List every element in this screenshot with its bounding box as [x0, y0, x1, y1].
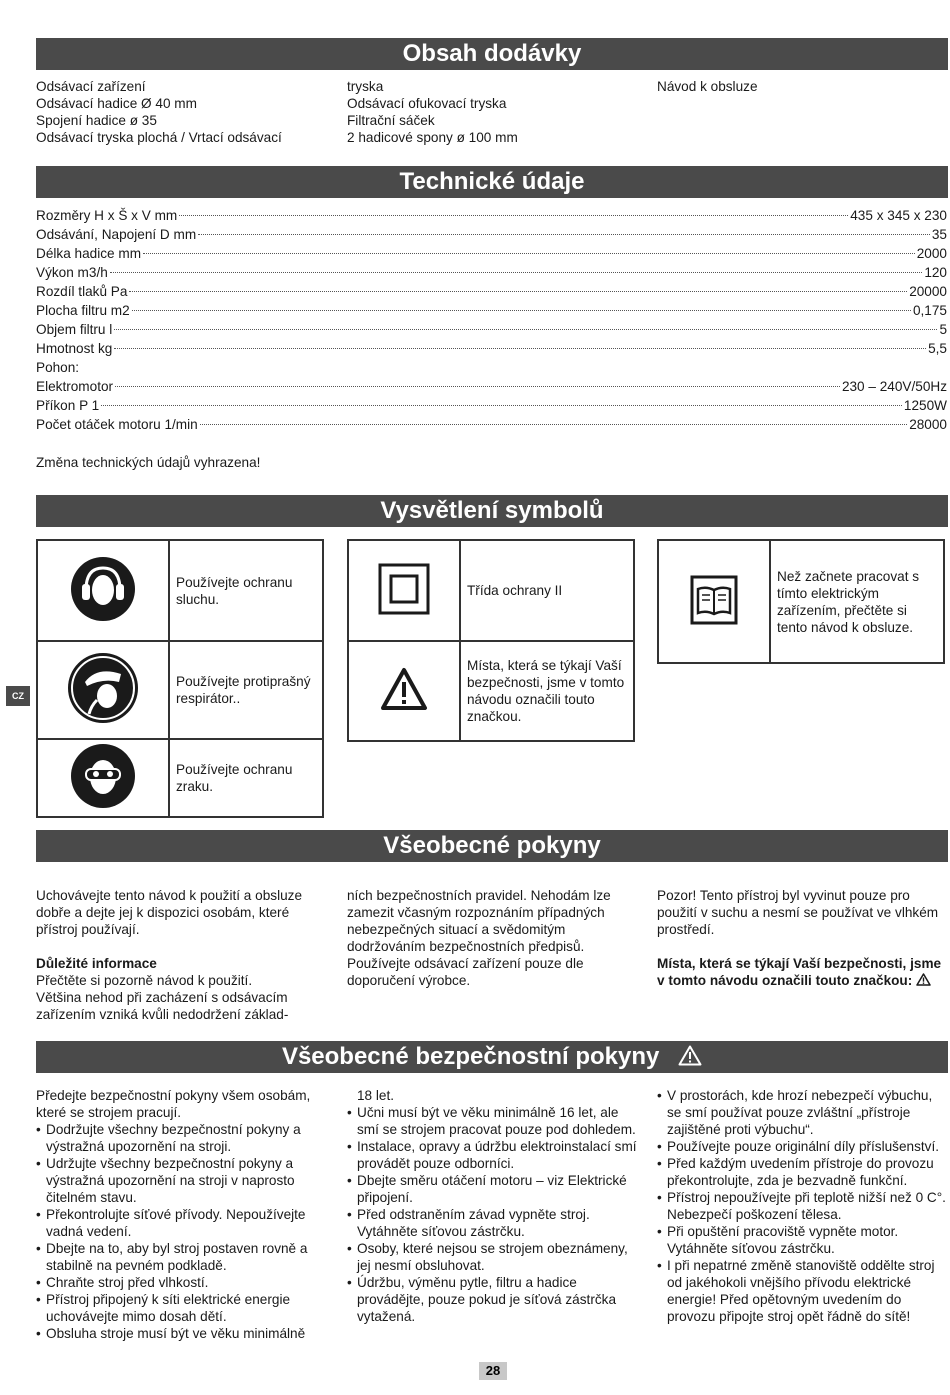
spec-row: Rozměry H x Š x V mm 435 x 345 x 230 — [36, 208, 947, 223]
list-item: • Chraňte stroj před vlhkostí. — [36, 1274, 324, 1291]
list-item: • I při nepatrné změně stanoviště oddělte stroj od jakéhokoli vnějšího přívodu elektrické energie! Před opětovným uvedením do provozu připojte stroj opět řádně do sítě! — [657, 1257, 949, 1325]
section-heading-symbols: Vysvětlení symbolů — [36, 495, 948, 527]
tech-spec-list — [36, 206, 947, 434]
list-item: • Před každým uvedením přístroje do provozu překontrolujte, zda je bezvadně funkční. — [657, 1155, 949, 1189]
list-item: • Osoby, které nejsou se strojem obeznámeny, jej nesmí obsluhovat. — [347, 1240, 642, 1274]
important-info-heading: Důležité informace — [36, 956, 157, 971]
section-heading-safety: Všeobecné bezpečnostní pokyny — [36, 1041, 948, 1073]
spec-row: Rozdíl tlaků Pa 20000 — [36, 284, 947, 299]
spec-row: Odsávání, Napojení D mm 35 — [36, 227, 947, 242]
list-item: • Při opuštění pracoviště vypněte motor. Vytáhněte síťovou zástrčku. — [657, 1223, 949, 1257]
tech-note: Změna technických údajů vyhrazena! — [36, 455, 261, 470]
delivery-item: Odsávací ofukovací tryska — [347, 96, 507, 111]
spec-row: Příkon P 1 1250W — [36, 398, 947, 413]
delivery-item: 2 hadicové spony ø 100 mm — [347, 130, 518, 145]
spec-row: Objem filtru l 5 — [36, 322, 947, 337]
list-item: • Dbejte na to, aby byl stroj postaven rovně a stabilně na pevném podkladě. — [36, 1240, 324, 1274]
delivery-item: tryska — [347, 79, 384, 94]
list-item: • V prostorách, kde hrozí nebezpečí výbuchu, se smí používat pouze zvláštní „přístroje zajištěné proti výbuchu“. — [657, 1087, 949, 1138]
list-item: • Před odstraněním závad vypněte stroj. Vytáhněte síťovou zástrčku. — [347, 1206, 642, 1240]
read-manual-icon — [658, 540, 770, 663]
spec-row: Plocha filtru m2 0,175 — [36, 303, 947, 318]
delivery-item: Filtrační sáček — [347, 113, 435, 128]
delivery-col-3 — [657, 78, 947, 95]
language-tab: CZ — [6, 686, 30, 706]
safety-col-1: Předejte bezpečnostní pokyny všem osobám, které se strojem pracují. • Dodržujte všechny bezpečnostní pokyny a výstražná upozornění na stroji. • Udržujte všechny bezpečnostní pokyny a výstražná upozornění na stroji v naprosto čitelném stavu. • Překontrolujte síťové přívody. Nepoužívejte vadná vedení. • Dbejte na to, aby byl stroj postaven rovně a stabilně na pevném podkladě. • Chraňte stroj před vlhkostí. • Přístroj připojený k síti elektrické energie uchovávejte mimo dosah dětí. • Obsluha stroje musí být ve věku minimálně — [36, 1087, 324, 1342]
general-col-3: Pozor! Tento přístroj byl vyvinut pouze pro použití v suchu a nesmí se používat ve vlhkém prostředí. Místa, která se týkají Vaší bezpečnosti, jsme v tomto návodu označili touto značkou: — [657, 888, 942, 988]
delivery-item: Spojení hadice ø 35 — [36, 113, 157, 128]
spec-row: Délka hadice mm 2000 — [36, 246, 947, 261]
safety-col-2: 18 let. • Učni musí být ve věku minimálně 16 let, ale smí se strojem pracovat pouze pod dohledem. • Instalace, opravy a údržbu elektroinstalací smí provádět pouze odborníci. • Dbejte směru otáčení motoru – viz Elektrické připojení. • Před odstraněním závad vypněte stroj. Vytáhněte síťovou zástrčku. • Osoby, které nejsou se strojem obeznámeny, jej nesmí obsluhovat. • Údržbu, výměnu pytle, filtru a hadice provádějte, pouze pokud je síťová zástrčka vytažená. — [347, 1087, 642, 1325]
section-heading-delivery: Obsah dodávky — [36, 38, 948, 70]
protection-class-2-icon — [348, 540, 460, 641]
spec-row: Hmotnost kg 5,5 — [36, 341, 947, 356]
warning-triangle-icon — [348, 641, 460, 741]
warning-triangle-icon — [678, 1045, 702, 1066]
spec-row: Elektromotor 230 – 240V/50Hz — [36, 379, 947, 394]
eye-protection-icon — [37, 739, 169, 817]
page-number: 28 — [479, 1362, 507, 1380]
delivery-item: Odsávací tryska plochá / Vrtací odsávací — [36, 130, 282, 145]
list-item: • Dodržujte všechny bezpečnostní pokyny a výstražná upozornění na stroji. — [36, 1121, 324, 1155]
warning-triangle-icon — [916, 973, 931, 986]
symbol-table-ppe — [36, 539, 324, 818]
spec-row: Výkon m3/h 120 — [36, 265, 947, 280]
ear-protection-text: Používejte ochranu sluchu. — [169, 540, 323, 641]
protection-class-2-text: Třída ochrany II — [460, 540, 634, 641]
delivery-col-2 — [347, 78, 647, 146]
section-heading-general: Všeobecné pokyny — [36, 830, 948, 862]
list-item: • Instalace, opravy a údržbu elektroinstalací smí provádět pouze odborníci. — [347, 1138, 642, 1172]
read-manual-text: Než začnete pracovat s tímto elektrickým zařízením, přečtěte si tento návod k obsluze. — [770, 540, 944, 663]
general-col-1: Uchovávejte tento návod k použití a obsluze dobře a dejte jej k dispozici osobám, které přístroj používají. Důležité informace Přečtěte si pozorně návod k použití. Většina nehod při zacházení s odsávacím zařízením vzniká kvůli nedodržení základ- — [36, 887, 321, 1023]
list-item: • Udržujte všechny bezpečnostní pokyny a výstražná upozornění na stroji v naprosto čitelném stavu. — [36, 1155, 324, 1206]
spec-row: Počet otáček motoru 1/min 28000 — [36, 417, 947, 432]
safety-col-3 — [657, 1087, 949, 1325]
warning-text: Místa, která se týkají Vaší bezpečnosti, jsme v tomto návodu označili touto značkou. — [460, 641, 634, 741]
eye-protection-text: Používejte ochranu zraku. — [169, 739, 323, 817]
respirator-text: Používejte protiprašný respirátor.. — [169, 641, 323, 739]
list-item: • Používejte pouze originální díly příslušenství. — [657, 1138, 949, 1155]
list-item: • Přístroj připojený k síti elektrické energie uchovávejte mimo dosah dětí. — [36, 1291, 324, 1325]
delivery-item: Odsávací zařízení — [36, 79, 146, 94]
list-item: • Učni musí být ve věku minimálně 16 let, ale smí se strojem pracovat pouze pod dohledem. — [347, 1104, 642, 1138]
ear-protection-icon — [37, 540, 169, 641]
list-item: • Údržbu, výměnu pytle, filtru a hadice provádějte, pouze pokud je síťová zástrčka vytažená. — [347, 1274, 642, 1325]
section-heading-tech: Technické údaje — [36, 166, 948, 198]
respirator-icon — [37, 641, 169, 739]
list-item: • Dbejte směru otáčení motoru – viz Elektrické připojení. — [347, 1172, 642, 1206]
general-col-2: ních bezpečnostních pravidel. Nehodám lze zamezit včasným rozpoznáním případných nebezpečných situací a svědomitým dodržováním bezpečnostních předpisů. Používejte odsávací zařízení pouze dle doporučení výrobce. — [347, 888, 611, 988]
list-item: • Přístroj nepoužívejte při teplotě nižší než 0 C°. Nebezpečí poškození tělesa. — [657, 1189, 949, 1223]
spec-row: Pohon: — [36, 360, 80, 375]
delivery-item: Odsávací hadice Ø 40 mm — [36, 96, 197, 111]
delivery-item: Návod k obsluze — [657, 79, 758, 94]
symbol-table-class — [347, 539, 635, 742]
list-item: • Překontrolujte síťové přívody. Nepoužívejte vadná vedení. — [36, 1206, 324, 1240]
delivery-col-1 — [36, 78, 336, 146]
symbol-table-manual — [657, 539, 945, 664]
list-item: • Obsluha stroje musí být ve věku minimálně — [36, 1325, 324, 1342]
